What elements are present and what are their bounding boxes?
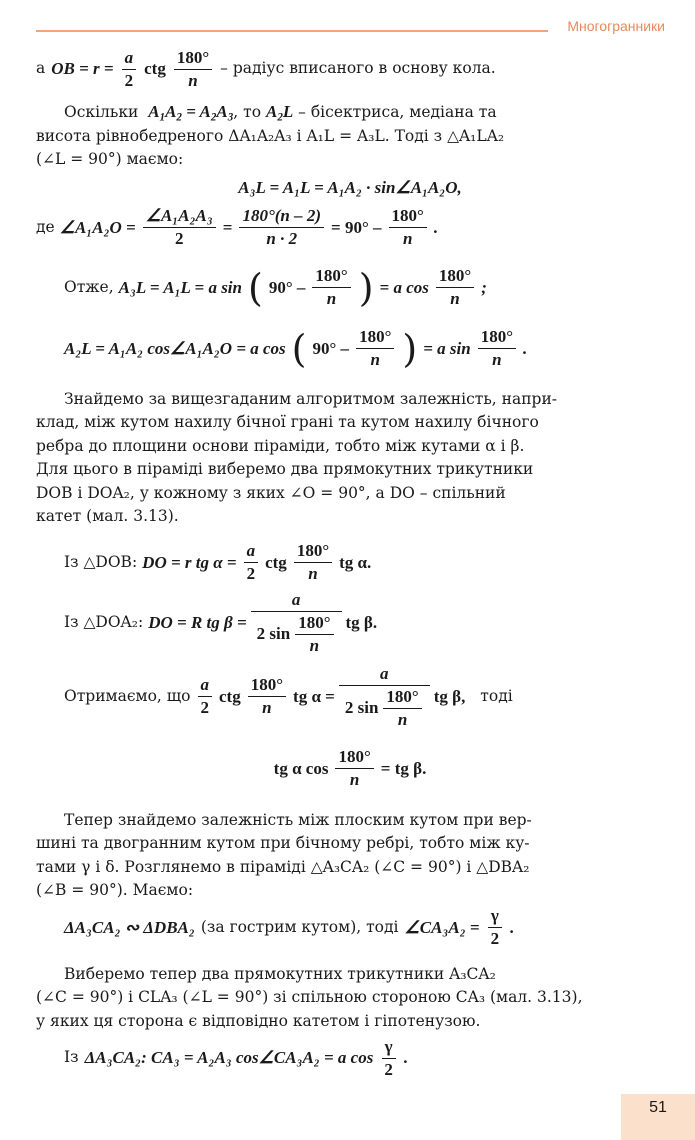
paragraph-now: Тепер знайдемо залежність між плоским кутом при вер- шині та двогранним кутом при бічному ребрі, тобто між ку- тами γ і δ. Розглянемо в піраміді △A₃CA₂ (∠C = 90°) і △DBA₂ (∠B = 90°). Маємо: [36, 810, 532, 899]
equation-a3l: A₃L = A₁L = A₁A₂ · sin∠A₁A₂O, [238, 177, 462, 197]
equation-got: Отримаємо, що a 2 ctg 180° n tg α = a 2 sin 180° n tg β, тоді [64, 663, 513, 729]
section-title: Многогранники [567, 18, 665, 34]
text: а [36, 59, 46, 78]
equation-angle: де ∠A₁A₂O = $\frac{\text{∠A₁A₂A₃}}{2}$ = $\frac{180^\circ(n - 2)}{n \cdot 2}$ = 90° – 180° n . [36, 206, 439, 248]
paragraph-choose: Виберемо тепер два прямокутних трикутники A₃CA₂ (∠C = 90°) і CLA₃ (∠L = 90°) зі спільною стороною CA₃ (мал. 3.13), у яких ця сторона є відповідно катетом і гіпотенузою. [36, 964, 583, 1030]
equation-hence: Отже, A₃L = A₁L = a sin ( 90° – 180° n ) = a cos 180° n ; [64, 265, 487, 310]
equation-similar: ΔA₃CA₂ ∾ ΔDBA₂ (за гострим кутом), тоді ∠CA₃A₂ = $\frac{\gamma}{2}$ . [64, 906, 515, 948]
equation-doa2: Із △DOA₂: DO = R tg β = a 2 sin 180° n tg β. [64, 589, 378, 655]
fraction: $\frac{a}{2}$ [122, 48, 137, 91]
equation-dob: Із △DOB: DO = r tg α = $\frac{a}{2}$ ctg 180° n tg α. [64, 541, 372, 583]
page-body [36, 46, 664, 1083]
paragraph-since: Оскільки $A_1A_2 = A_2A_3$, то $A_2L$ – бісектриса, медіана та висота рівнобедреного ΔA₁A₂A₃ і A₁L = A₃L. Тоді з △A₁LA₂ (∠L = 90°) маємо: [36, 102, 505, 168]
page-number: 51 [621, 1094, 695, 1140]
paragraph-find: Знайдемо за вищезгаданим алгоритмом залежність, напри- клад, між кутом нахилу бічної грані та кутом нахилу бічного ребра до площини основи піраміди, тобто між кутами α і β. Для цього в піраміді виберемо два прямокутних трикутники DOB і DOA₂, у кожному з яких ∠O = 90°, а DO – спільний катет (мал. 3.13). [36, 389, 558, 525]
fraction: 180° n [174, 48, 212, 91]
formula: OB = r = [51, 59, 114, 79]
formula: ctg [144, 59, 166, 79]
equation-last: Із ΔA₃CA₂: CA₃ = A₂A₃ cos∠CA₃A₂ = a cos γ 2 . [64, 1036, 409, 1079]
equation-a2l: A₂L = A₁A₂ cos∠A₁A₂O = a cos ( 90° – 180° n ) = a sin 180° n . [64, 326, 528, 371]
header-rule [36, 30, 548, 32]
paragraph-ob [36, 46, 664, 92]
equation-final: tg α cos $\frac{180^\circ}{n}$ = tg β. [273, 747, 427, 789]
text: – радіус вписаного в основу кола. [220, 59, 496, 78]
